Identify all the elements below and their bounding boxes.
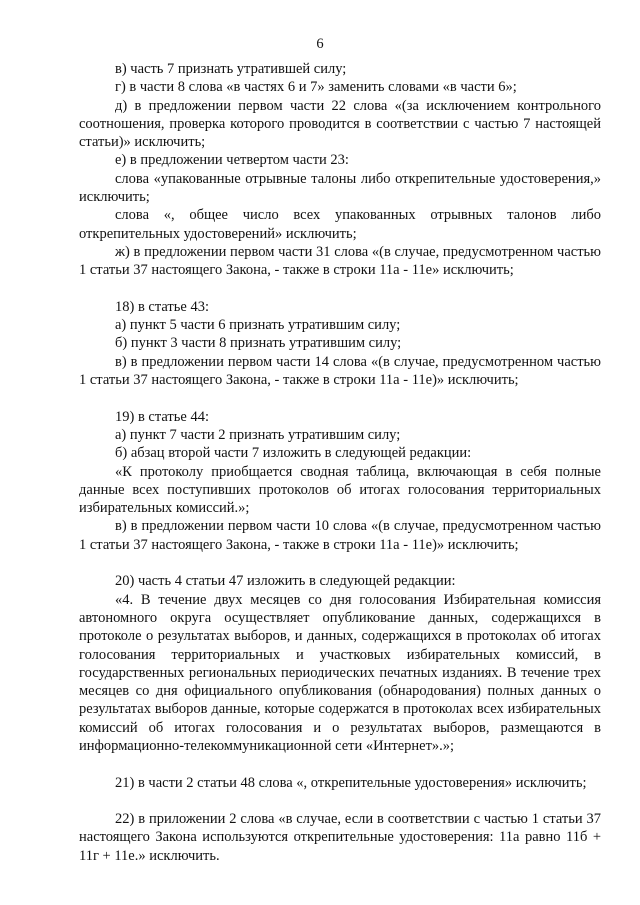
paragraph-zh-part31: ж) в предложении первом части 31 слова «(в случае, предусмотренном частью 1 статьи 37 настоящего Закона, - также в строки 11а - 11е» исключить;	[79, 243, 601, 279]
paragraph-e-part23: е) в предложении четвертом части 23:	[115, 152, 349, 169]
document-body	[79, 60, 601, 865]
paragraph-words-coupons: слова «упакованные отрывные талоны либо открепительные удостоверения,» исключить;	[79, 170, 601, 206]
paragraph-18-b: б) пункт 3 части 8 признать утратившим силу;	[115, 335, 402, 352]
paragraph-item-18: 18) в статье 43:	[115, 298, 209, 315]
paragraph-19-b: б) абзац второй части 7 изложить в следующей редакции:	[115, 445, 472, 462]
paragraph-18-v: в) в предложении первом части 14 слова «(в случае, предусмотренном частью 1 статьи 37 настоящего Закона, - также в строки 11а - 11е)» исключить;	[79, 353, 601, 389]
paragraph-g-part8: г) в части 8 слова «в частях 6 и 7» заменить словами «в части 6»;	[115, 79, 517, 96]
paragraph-item-19: 19) в статье 44:	[115, 408, 209, 425]
paragraph-19-a: а) пункт 7 части 2 признать утратившим силу;	[115, 426, 401, 443]
paragraph-19-quote: «К протоколу приобщается сводная таблица, включающая в себя полные данные всех поступивших протоколов об итогах голосования территориальных избирательных комиссий.»;	[79, 463, 601, 517]
paragraph-19-v: в) в предложении первом части 10 слова «(в случае, предусмотренном частью 1 статьи 37 настоящего Закона, - также в строки 11а - 11е)» исключить;	[79, 518, 601, 553]
paragraph-item-22: 22) в приложении 2 слова «в случае, если в соответствии с частью 1 статьи 37 настоящего Закона используются открепительные удостоверения: 11а равно 11б + 11г + 11е.» исключить.	[79, 811, 601, 864]
page-number: 6	[316, 36, 324, 52]
paragraph-v-part7: в) часть 7 признать утратившей силу;	[115, 61, 347, 77]
paragraph-item-21: 21) в части 2 статьи 48 слова «, открепительные удостоверения» исключить;	[115, 774, 587, 791]
paragraph-20-quote: «4. В течение двух месяцев со дня голосования Избирательная комиссия автономного округа осуществляет опубликование данных, содержащихся в протоколе о результатах выборов, и данных, содержащихся в протоколах об итогах голосования территориальных и участковых избирательных комиссий, в государственных региональных периодических печатных изданиях. В течение трех месяцев со дня официального опубликования (обнародования) полных данных о результатах выборов данные, которые содержатся в протоколах всех избирательных комиссий об итогах голосования и о результатах выборов, размещаются в информационно-телекоммуникационной сети «Интернет».»;	[79, 591, 601, 754]
paragraph-words-total: слова «, общее число всех упакованных отрывных талонов либо открепительных удостоверений» исключить;	[79, 207, 601, 242]
paragraph-d-part22: д) в предложении первом части 22 слова «(за исключением контрольного соотношения, проверка которого проводится в соответствии с частью 7 настоящей статьи)» исключить;	[79, 97, 601, 151]
paragraph-item-20: 20) часть 4 статьи 47 изложить в следующей редакции:	[115, 573, 456, 590]
paragraph-18-a: а) пункт 5 части 6 признать утратившим силу;	[115, 317, 401, 334]
